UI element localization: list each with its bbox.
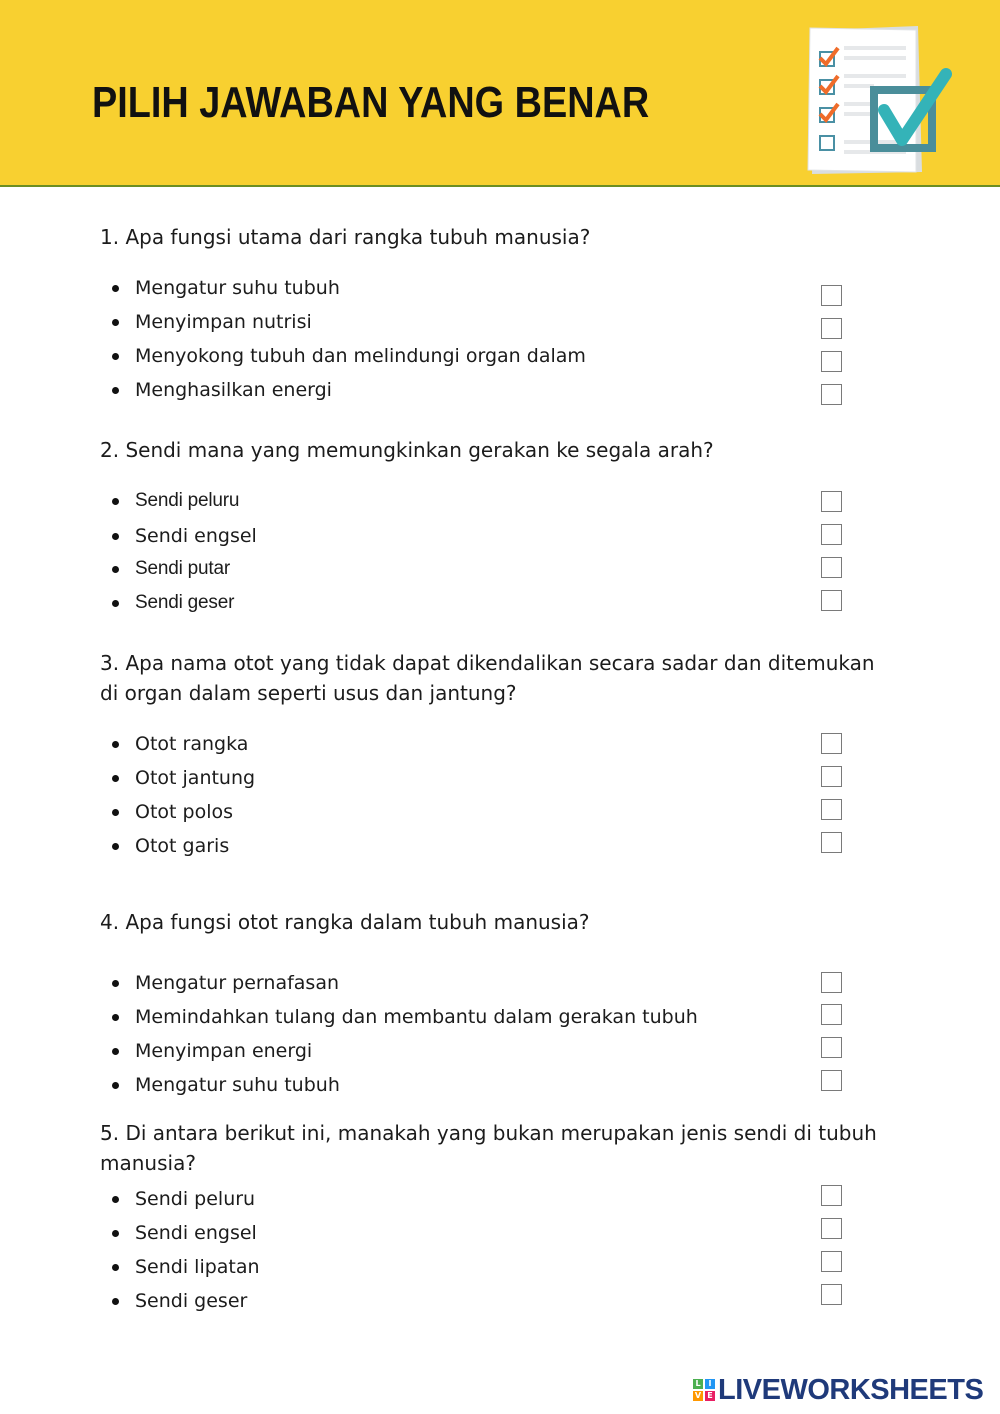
question-1: 1. Apa fungsi utama dari rangka tubuh manusia? <box>100 225 591 249</box>
bullet <box>112 1048 119 1055</box>
option-label: Mengatur suhu tubuh <box>135 277 340 299</box>
option-q2-c <box>100 554 860 584</box>
logo-letter: L <box>693 1379 703 1389</box>
option-q5-c <box>100 1252 860 1282</box>
question-3-line-1: 3. Apa nama otot yang tidak dapat dikendalikan secara sadar dan ditemukan <box>100 651 875 675</box>
bullet <box>112 1082 119 1089</box>
bullet <box>112 285 119 292</box>
option-label: Otot polos <box>135 801 234 823</box>
checklist-clipboard-icon <box>798 22 958 180</box>
option-label: Menyimpan energi <box>135 1040 313 1062</box>
option-label: Sendi engsel <box>135 1222 257 1244</box>
option-label: Sendi geser <box>135 592 235 613</box>
bullet <box>112 1230 119 1237</box>
answer-checkbox[interactable] <box>821 524 842 545</box>
option-q1-c <box>100 341 860 371</box>
question-3 <box>100 648 910 708</box>
answer-checkbox[interactable] <box>821 491 842 512</box>
bullet <box>112 980 119 987</box>
bullet <box>112 600 119 607</box>
answer-checkbox[interactable] <box>821 590 842 611</box>
question-3-line-2: di organ dalam seperti usus dan jantung? <box>100 681 517 705</box>
bullet <box>112 1196 119 1203</box>
option-q3-b <box>100 763 860 793</box>
option-q1-a <box>100 273 860 303</box>
option-q4-a <box>100 968 860 998</box>
bullet <box>112 566 119 573</box>
logo-letter: V <box>694 1391 702 1400</box>
option-label: Menghasilkan energi <box>135 379 332 401</box>
answer-checkbox[interactable] <box>821 766 842 787</box>
bullet <box>112 775 119 782</box>
option-q3-c <box>100 797 860 827</box>
option-label: Memindahkan tulang dan membantu dalam gerakan tubuh <box>135 1006 698 1028</box>
bullet <box>112 387 119 394</box>
bullet <box>112 1264 119 1271</box>
option-q5-a <box>100 1184 860 1214</box>
question-2: 2. Sendi mana yang memungkinkan gerakan ke segala arah? <box>100 438 714 462</box>
option-q4-b <box>100 1002 860 1032</box>
bullet <box>112 843 119 850</box>
option-label: Mengatur suhu tubuh <box>135 1074 340 1096</box>
option-label: Menyokong tubuh dan melindungi organ dalam <box>135 345 586 367</box>
option-label: Sendi lipatan <box>135 1256 260 1278</box>
answer-checkbox[interactable] <box>821 832 842 853</box>
option-q3-a <box>100 729 860 759</box>
bullet <box>112 319 119 326</box>
question-5 <box>100 1118 910 1178</box>
header-banner <box>0 0 1000 187</box>
option-q4-d <box>100 1070 860 1100</box>
answer-checkbox[interactable] <box>821 1218 842 1239</box>
option-label: Sendi peluru <box>135 1188 256 1210</box>
option-label: Sendi putar <box>135 558 230 579</box>
question-4: 4. Apa fungsi otot rangka dalam tubuh manusia? <box>100 910 590 934</box>
bullet <box>112 353 119 360</box>
bullet <box>112 498 119 505</box>
logo-mark-icon <box>693 1379 715 1401</box>
option-label: Sendi geser <box>135 1290 248 1312</box>
option-q1-d <box>100 375 860 405</box>
answer-checkbox[interactable] <box>821 972 842 993</box>
answer-checkbox[interactable] <box>821 285 842 306</box>
answer-checkbox[interactable] <box>821 1037 842 1058</box>
answer-checkbox[interactable] <box>821 733 842 754</box>
option-label: Otot jantung <box>135 767 256 789</box>
option-label: Sendi engsel <box>135 525 257 547</box>
liveworksheets-logo[interactable] <box>693 1373 983 1407</box>
answer-checkbox[interactable] <box>821 1251 842 1272</box>
option-label: Sendi peluru <box>135 490 240 511</box>
bullet <box>112 741 119 748</box>
option-q2-d <box>100 588 860 618</box>
answer-checkbox[interactable] <box>821 557 842 578</box>
answer-checkbox[interactable] <box>821 1284 842 1305</box>
answer-checkbox[interactable] <box>821 1070 842 1091</box>
option-label: Menyimpan nutrisi <box>135 311 312 333</box>
answer-checkbox[interactable] <box>821 384 842 405</box>
answer-checkbox[interactable] <box>821 799 842 820</box>
option-q3-d <box>100 831 860 861</box>
logo-letter: I <box>705 1379 715 1389</box>
option-q5-d <box>100 1286 860 1316</box>
option-q2-a <box>100 486 860 516</box>
logo-letter: E <box>705 1391 715 1401</box>
bullet <box>112 533 119 540</box>
bullet <box>112 809 119 816</box>
option-label: Otot rangka <box>135 733 249 755</box>
option-q1-b <box>100 307 860 337</box>
answer-checkbox[interactable] <box>821 1004 842 1025</box>
page-title: PILIH JAWABAN YANG BENAR <box>92 78 650 127</box>
logo-text: LIVEWORKSHEETS <box>718 1373 984 1406</box>
option-q5-b <box>100 1218 860 1248</box>
option-q2-b <box>100 521 860 551</box>
option-q4-c <box>100 1036 860 1066</box>
bullet <box>112 1014 119 1021</box>
answer-checkbox[interactable] <box>821 318 842 339</box>
question-5-line-2: manusia? <box>100 1151 196 1175</box>
question-5-line-1: 5. Di antara berikut ini, manakah yang bukan merupakan jenis sendi di tubuh <box>100 1121 877 1145</box>
option-label: Mengatur pernafasan <box>135 972 339 994</box>
option-label: Otot garis <box>135 835 230 857</box>
answer-checkbox[interactable] <box>821 1185 842 1206</box>
bullet <box>112 1298 119 1305</box>
answer-checkbox[interactable] <box>821 351 842 372</box>
